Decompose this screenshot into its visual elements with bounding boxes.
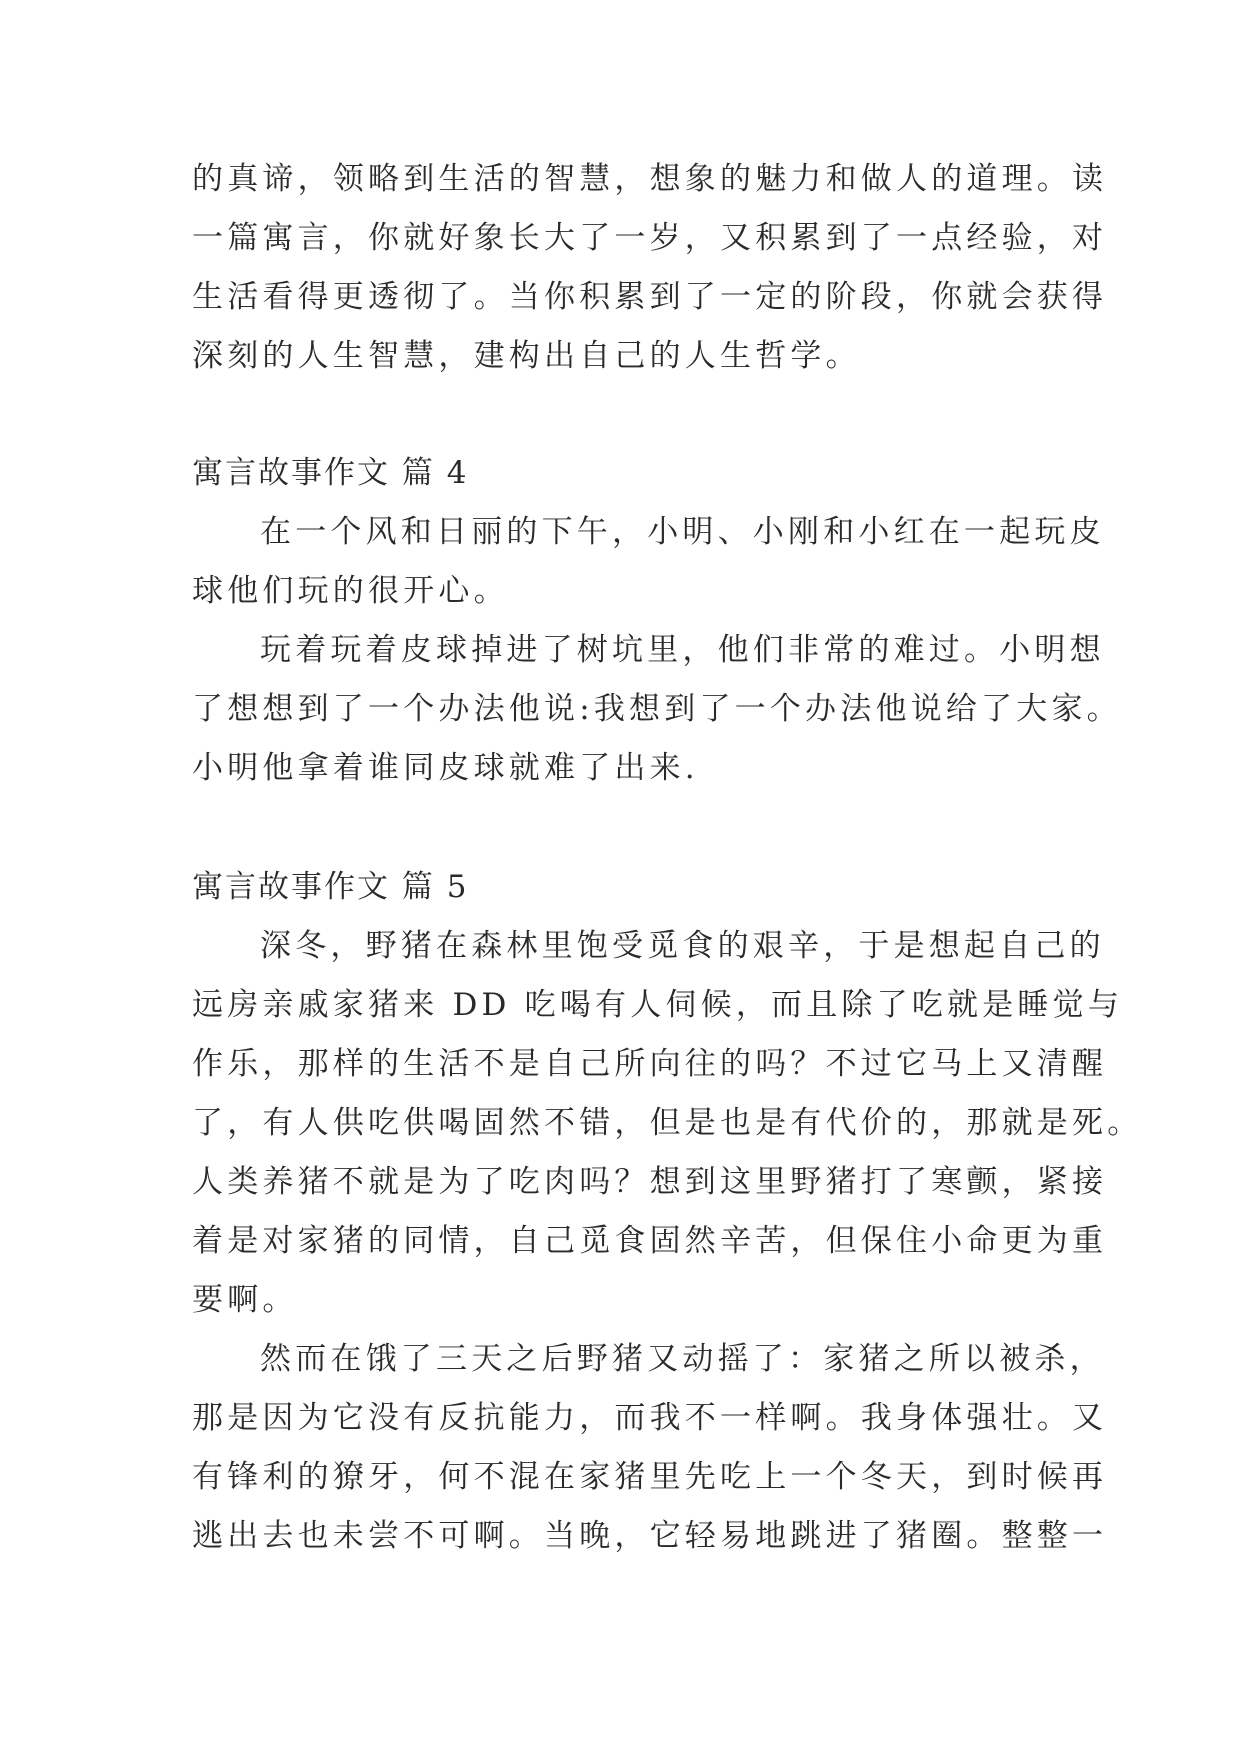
section-heading: 寓言故事作文 篇 4	[192, 455, 469, 491]
text-line: 着是对家猪的同情，自己觅食固然辛苦，但保住小命更为重	[192, 1223, 1108, 1259]
text-line: 生活看得更透彻了。当你积累到了一定的阶段，你就会获得	[192, 279, 1108, 315]
document-page	[192, 150, 1143, 1566]
section-4	[192, 444, 1122, 798]
text-line: 远房亲戚家猪来 DD 吃喝有人伺候，而且除了吃就是睡觉与	[192, 987, 1124, 1023]
text-line: 球他们玩的很开心。	[192, 573, 509, 609]
text-line: 作乐，那样的生活不是自己所向往的吗？不过它马上又清醒	[192, 1046, 1108, 1082]
text-line: 小明他拿着谁同皮球就难了出来.	[192, 750, 699, 786]
text-line: 有锋利的獠牙，何不混在家猪里先吃上一个冬天，到时候再	[192, 1459, 1108, 1495]
text-line: 了想想到了一个办法他说:我想到了一个办法他说给了大家。	[192, 691, 1122, 727]
text-line: 那是因为它没有反抗能力，而我不一样啊。我身体强壮。又	[192, 1400, 1108, 1436]
text-line: 然而在饿了三天之后野猪又动摇了：家猪之所以被杀，	[260, 1341, 1105, 1377]
text-line: 深冬，野猪在森林里饱受觅食的艰辛，于是想起自己的	[260, 928, 1105, 964]
text-line: 逃出去也未尝不可啊。当晚，它轻易地跳进了猪圈。整整一	[192, 1518, 1108, 1554]
intro-paragraph	[192, 150, 1108, 386]
paragraph	[192, 1330, 1108, 1566]
text-line: 人类养猪不就是为了吃肉吗？想到这里野猪打了寒颤，紧接	[192, 1164, 1108, 1200]
text-line: 一篇寓言，你就好象长大了一岁，又积累到了一点经验，对	[192, 220, 1108, 256]
paragraph	[192, 621, 1122, 798]
text-line: 玩着玩着皮球掉进了树坑里，他们非常的难过。小明想	[260, 632, 1105, 668]
section-5	[192, 858, 1143, 1566]
text-line: 了，有人供吃供喝固然不错，但是也是有代价的，那就是死。	[192, 1105, 1143, 1141]
text-line: 要啊。	[192, 1282, 298, 1318]
paragraph	[192, 917, 1143, 1330]
text-line: 的真谛，领略到生活的智慧，想象的魅力和做人的道理。读	[192, 161, 1108, 197]
text-line: 在一个风和日丽的下午，小明、小刚和小红在一起玩皮	[260, 514, 1105, 550]
section-heading: 寓言故事作文 篇 5	[192, 869, 469, 905]
text-line: 深刻的人生智慧，建构出自己的人生哲学。	[192, 338, 861, 374]
paragraph	[192, 503, 1105, 621]
